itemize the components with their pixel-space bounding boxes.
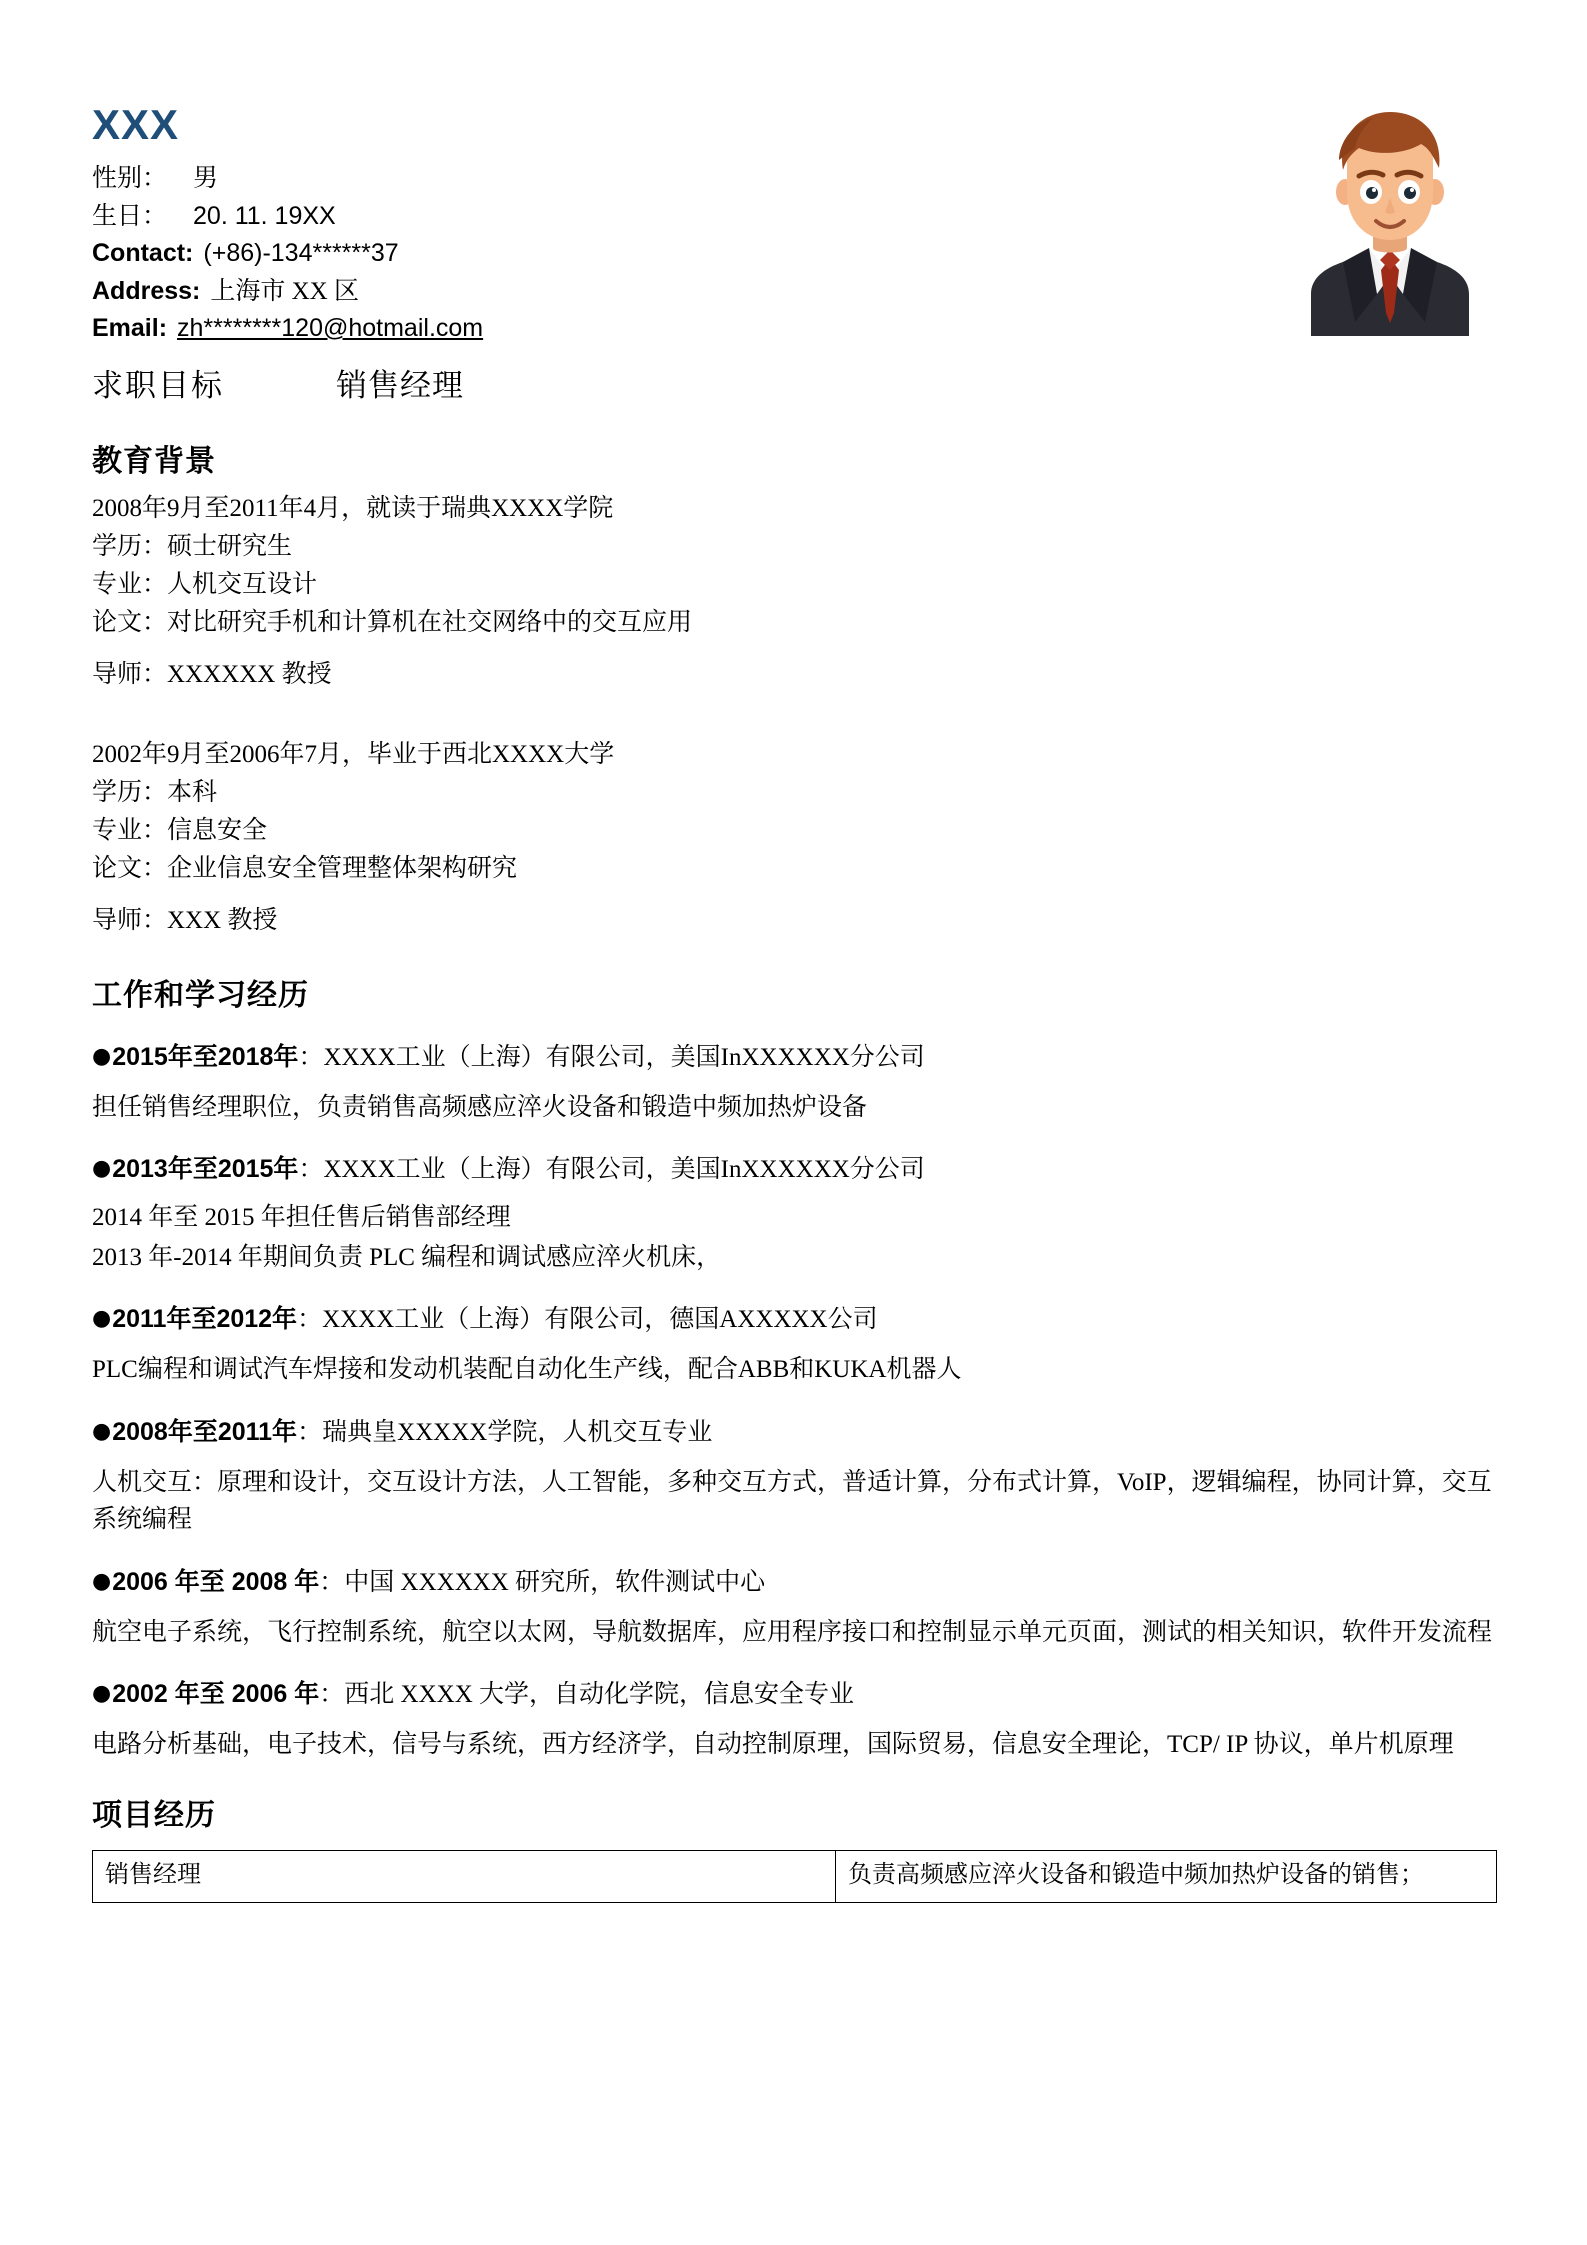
experience-org: ：XXXX工业（上海）有限公司，美国InXXXXXX分公司 — [298, 1156, 925, 1184]
experience-title — [92, 1302, 1497, 1337]
experience-years: 2015年至2018年 — [112, 1042, 299, 1071]
bullet-icon: ● — [92, 1156, 112, 1182]
contact-row-address — [92, 273, 1497, 311]
experience-item — [92, 1565, 1497, 1652]
address-label: Address: — [92, 276, 201, 305]
education-advisor: 导师：XXX 教授 — [92, 906, 278, 934]
contact-value: (+86)-134******37 — [203, 239, 399, 268]
section-heading-experience: 工作和学习经历 — [92, 978, 309, 1012]
experience-years: 2006 年至 2008 年 — [112, 1567, 320, 1596]
experience-description: 2014 年至 2015 年担任售后销售部经理 — [92, 1204, 511, 1232]
experience-description: 担任销售经理职位，负责销售高频感应淬火设备和锻造中频加热炉设备 — [92, 1093, 868, 1121]
experience-description: PLC编程和调试汽车焊接和发动机装配自动化生产线，配合ABB和KUKA机器人 — [92, 1356, 962, 1384]
education-entry — [92, 736, 1497, 940]
experience-description: 电路分析基础，电子技术，信号与系统，西方经济学，自动控制原理，国际贸易，信息安全理论，TCP/ IP 协议，单片机原理 — [92, 1731, 1454, 1759]
education-spacer — [92, 700, 1497, 736]
experience-item — [92, 1040, 1497, 1127]
bullet-icon: ● — [92, 1568, 112, 1594]
experience-years: 2002 年至 2006 年 — [112, 1680, 320, 1709]
section-heading-projects: 项目经历 — [92, 1798, 216, 1832]
education-entry — [92, 490, 1497, 694]
experience-title — [92, 1152, 1497, 1187]
education-major: 专业：人机交互设计 — [92, 570, 318, 598]
experience-years: 2008年至2011年 — [112, 1417, 298, 1446]
experience-org: ：XXXX工业（上海）有限公司，美国InXXXXXX分公司 — [298, 1043, 925, 1071]
job-objective-label: 求职目标 — [92, 367, 224, 403]
experience-org: ：中国 XXXXXX 研究所，软件测试中心 — [319, 1568, 766, 1596]
birthday-label: 生日： — [92, 202, 168, 230]
project-detail-cell: 负责高频感应淬火设备和锻造中频加热炉设备的销售； — [836, 1850, 1497, 1902]
education-advisor: 导师：XXXXXX 教授 — [92, 660, 332, 688]
education-major: 专业：信息安全 — [92, 816, 268, 844]
bullet-icon: ● — [92, 1306, 112, 1332]
experience-item — [92, 1415, 1497, 1539]
education-degree: 学历：本科 — [92, 778, 218, 806]
job-objective-value: 销售经理 — [336, 367, 464, 403]
contact-label: Contact: — [92, 239, 194, 268]
education-period: 2002年9月至2006年7月，毕业于西北XXXX大学 — [92, 740, 615, 768]
projects-table — [92, 1850, 1497, 1903]
education-thesis: 论文：企业信息安全管理整体架构研究 — [92, 854, 518, 882]
section-heading-education: 教育背景 — [92, 444, 216, 478]
contact-row-phone — [92, 235, 1497, 273]
table-row — [93, 1850, 1497, 1902]
email-label: Email: — [92, 314, 168, 343]
experience-title — [92, 1677, 1497, 1712]
job-objective-row — [92, 366, 1497, 406]
experience-years: 2011年至2012年 — [112, 1305, 298, 1334]
email-value[interactable]: zh********120@hotmail.com — [177, 314, 484, 343]
experience-org: ：西北 XXXX 大学，自动化学院，信息安全专业 — [319, 1681, 854, 1709]
contact-row-gender — [92, 161, 1497, 198]
contact-row-birthday — [92, 198, 1497, 236]
experience-title — [92, 1565, 1497, 1600]
gender-value: 男 — [193, 165, 219, 193]
education-thesis: 论文：对比研究手机和计算机在社交网络中的交互应用 — [92, 608, 693, 636]
birthday-value: 20. 11. 19XX — [193, 201, 336, 230]
experience-description: 航空电子系统，飞行控制系统，航空以太网，导航数据库，应用程序接口和控制显示单元页面，测试的相关知识，软件开发流程 — [92, 1618, 1493, 1646]
bullet-icon: ● — [92, 1681, 112, 1707]
project-role-cell: 销售经理 — [93, 1850, 836, 1902]
contact-row-email — [92, 310, 1497, 348]
experience-org: ：XXXX工业（上海）有限公司，德国AXXXXX公司 — [297, 1306, 878, 1334]
address-value: 上海市 XX 区 — [210, 277, 359, 305]
contact-block — [92, 161, 1497, 348]
experience-org: ：瑞典皇XXXXX学院，人机交互专业 — [297, 1418, 713, 1446]
gender-label: 性别： — [92, 165, 168, 193]
education-period: 2008年9月至2011年4月，就读于瑞典XXXX学院 — [92, 494, 614, 522]
experience-item — [92, 1152, 1497, 1276]
experience-item — [92, 1677, 1497, 1764]
experience-title — [92, 1040, 1497, 1075]
experience-years: 2013年至2015年 — [112, 1155, 299, 1184]
experience-title — [92, 1415, 1497, 1450]
experience-description: 2013 年-2014 年期间负责 PLC 编程和调试感应淬火机床， — [92, 1243, 722, 1271]
page-title: XXX — [92, 101, 180, 148]
education-degree: 学历：硕士研究生 — [92, 532, 293, 560]
experience-description: 人机交互：原理和设计，交互设计方法，人工智能，多种交互方式，普适计算，分布式计算，VoIP，逻辑编程，协同计算，交互系统编程 — [92, 1468, 1492, 1534]
bullet-icon: ● — [92, 1043, 112, 1069]
bullet-icon: ● — [92, 1418, 112, 1444]
experience-item — [92, 1302, 1497, 1389]
